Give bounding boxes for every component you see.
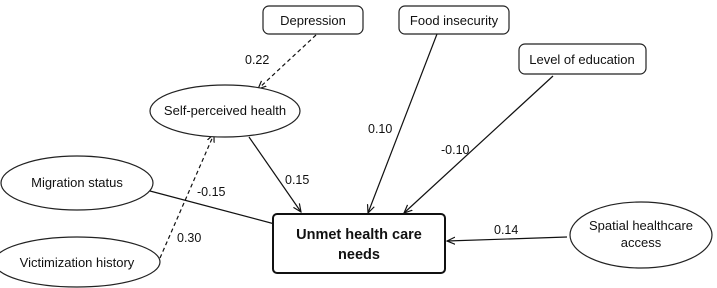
node-unmet-health-care-needs bbox=[273, 214, 445, 273]
node-self-perceived-health-label: Self-perceived health bbox=[163, 103, 287, 118]
node-victimization-history bbox=[0, 237, 160, 287]
edge-spatial-healthcare-access-to-unmet-needs bbox=[447, 237, 567, 241]
node-depression bbox=[263, 6, 363, 34]
node-food-insecurity-label: Food insecurity bbox=[409, 13, 499, 28]
coefficient-self-perceived-health: 0.15 bbox=[285, 173, 310, 187]
node-self-perceived-health bbox=[150, 85, 300, 137]
node-level-of-education-label: Level of education bbox=[529, 52, 635, 67]
node-level-of-education bbox=[519, 44, 646, 74]
node-food-insecurity bbox=[399, 6, 509, 34]
coefficient-depression: 0.22 bbox=[245, 53, 270, 67]
coefficient-level-of-education: -0.10 bbox=[441, 143, 470, 157]
coefficient-food-insecurity: 0.10 bbox=[368, 122, 393, 136]
coefficient-spatial-healthcare-access: 0.14 bbox=[494, 223, 519, 237]
node-spatial-healthcare-access-label: Spatial healthcare bbox=[588, 218, 694, 233]
edge-level-of-education-to-unmet-needs bbox=[404, 76, 553, 213]
node-migration-status bbox=[1, 156, 153, 210]
node-unmet-health-care-needs-label-line2: needs bbox=[338, 247, 380, 263]
node-victimization-history-label: Victimization history bbox=[19, 255, 135, 270]
coefficient-victimization-history: 0.30 bbox=[177, 231, 202, 245]
coefficient-migration-status: -0.15 bbox=[197, 185, 226, 199]
node-migration-status-label: Migration status bbox=[31, 175, 123, 190]
node-depression-label: Depression bbox=[280, 13, 346, 28]
node-unmet-health-care-needs-label: Unmet health care bbox=[296, 227, 422, 243]
node-spatial-healthcare-access bbox=[570, 202, 712, 268]
node-spatial-healthcare-access-label-line2: access bbox=[620, 235, 662, 250]
